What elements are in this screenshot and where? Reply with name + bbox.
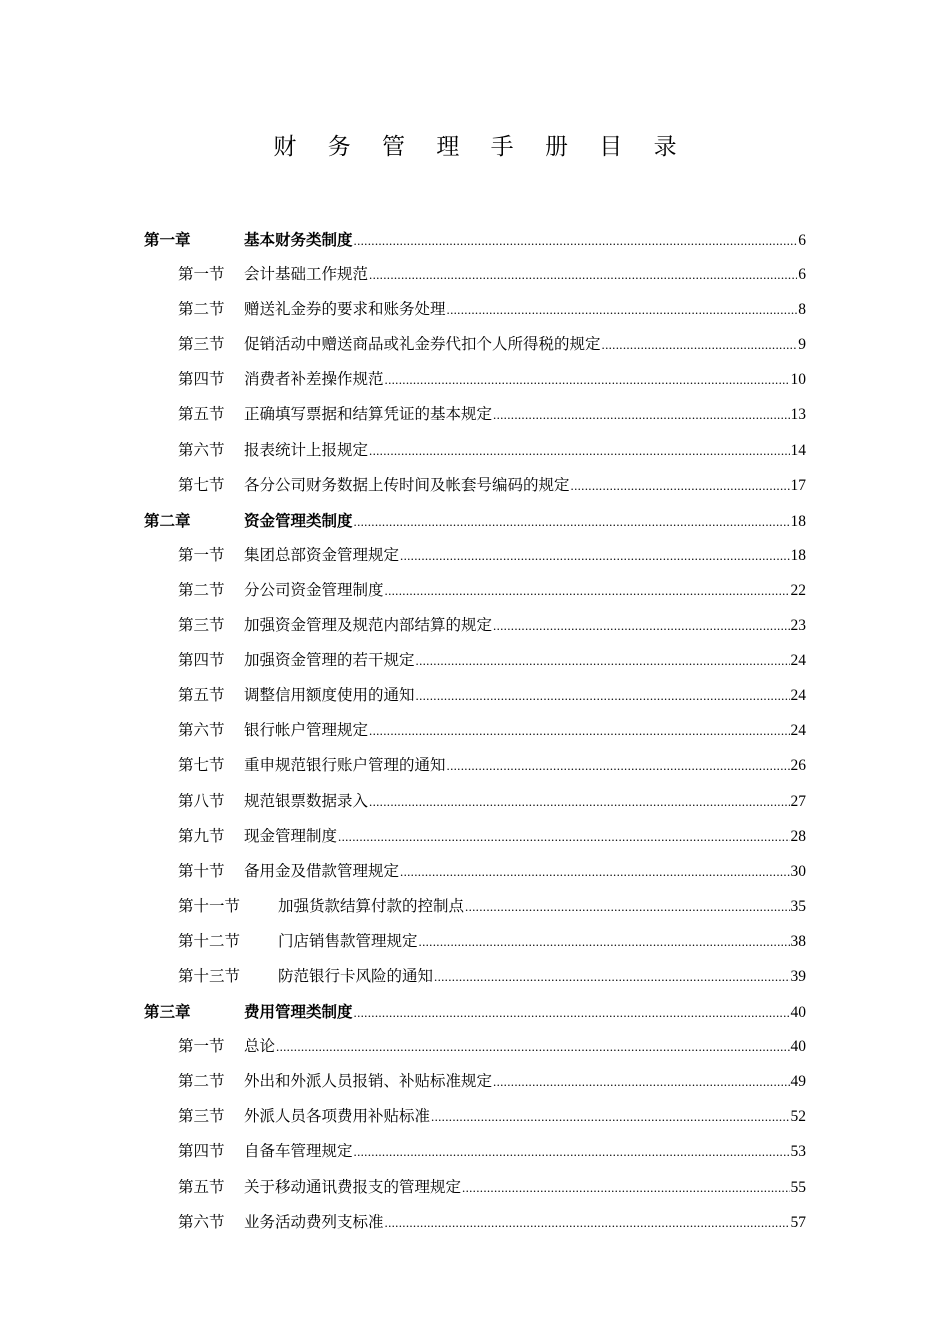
dot-leader [354, 504, 790, 539]
toc-entry-title: 外派人员各项费用补贴标准 [244, 1107, 431, 1126]
dot-leader [419, 924, 790, 959]
dot-leader [447, 748, 790, 783]
toc-entry-title: 备用金及借款管理规定 [244, 861, 400, 880]
dot-leader [385, 362, 790, 397]
dot-leader [369, 257, 797, 292]
toc-entry-title: 资金管理类制度 [244, 510, 353, 530]
toc-entry-title: 费用管理类制度 [244, 1002, 353, 1022]
toc-entry-title: 报表统计上报规定 [244, 440, 369, 459]
toc-section-entry[interactable] [0, 678, 950, 713]
toc-entry-line [244, 433, 806, 468]
toc-section-entry[interactable] [0, 1099, 950, 1134]
toc-entry-page-number: 18 [790, 512, 806, 530]
toc-entry-line [244, 643, 806, 678]
toc-entry-title: 基本财务类制度 [244, 230, 353, 249]
toc-section-entry[interactable] [0, 889, 950, 924]
toc-entry-label: 第三节 [178, 1107, 225, 1126]
toc-entry-line [244, 327, 806, 362]
dot-leader [571, 468, 790, 503]
toc-entry-page-number: 24 [790, 722, 806, 740]
toc-entry-page-number: 13 [790, 406, 806, 424]
toc-entry-page-number: 10 [790, 371, 806, 389]
toc-entry-title: 加强货款结算付款的控制点 [278, 896, 465, 915]
toc-entry-title: 银行帐户管理规定 [244, 721, 369, 740]
toc-section-entry[interactable] [0, 1029, 950, 1064]
toc-entry-title: 现金管理制度 [244, 826, 338, 845]
toc-section-entry[interactable] [0, 433, 950, 468]
toc-section-entry[interactable] [0, 713, 950, 748]
toc-entry-line [244, 257, 806, 292]
toc-entry-line [244, 222, 806, 258]
toc-entry-label: 第五节 [178, 405, 225, 424]
toc-entry-page-number: 24 [790, 652, 806, 670]
dot-leader [493, 1064, 789, 1099]
dot-leader [465, 889, 789, 924]
toc-chapter-entry[interactable] [0, 503, 950, 538]
toc-entry-line [244, 397, 806, 432]
toc-entry-line [278, 959, 806, 994]
dot-leader [369, 784, 789, 819]
page-title: 财 务 管 理 手 册 目 录 [273, 134, 689, 160]
toc-entry-label: 第一节 [178, 545, 225, 564]
toc-entry-label: 第二节 [178, 1072, 225, 1091]
toc-section-entry[interactable] [0, 854, 950, 889]
toc-section-entry[interactable] [0, 327, 950, 362]
dot-leader [493, 608, 789, 643]
toc-entry-label: 第六节 [178, 440, 225, 459]
toc-entry-label: 第七节 [178, 756, 225, 775]
toc-entry-page-number: 35 [790, 897, 806, 915]
toc-entry-title: 促销活动中赠送商品或礼金券代扣个人所得税的规定 [244, 335, 601, 354]
toc-entry-label: 第六节 [178, 1212, 225, 1231]
toc-entry-title: 外出和外派人员报销、补贴标准规定 [244, 1072, 493, 1091]
toc-entry-title: 分公司资金管理制度 [244, 580, 384, 599]
toc-entry-title: 消费者补差操作规范 [244, 370, 384, 389]
toc-entry-page-number: 24 [790, 687, 806, 705]
toc-entry-title: 关于移动通讯费报支的管理规定 [244, 1177, 462, 1196]
toc-entry-label: 第十三节 [178, 966, 241, 985]
toc-entry-label: 第三节 [178, 335, 225, 354]
toc-entry-label: 第四节 [178, 651, 225, 670]
toc-entry-line [244, 1029, 806, 1064]
toc-entry-label: 第二章 [144, 510, 191, 530]
toc-entry-line [244, 1205, 806, 1240]
toc-entry-title: 规范银票数据录入 [244, 791, 369, 810]
toc-entry-line [244, 1134, 806, 1169]
dot-leader [354, 223, 798, 258]
dot-leader [462, 1170, 789, 1205]
dot-leader [400, 538, 789, 573]
toc-entry-label: 第四节 [178, 1142, 225, 1161]
toc-entry-label: 第十节 [178, 861, 225, 880]
toc-section-entry[interactable] [0, 1064, 950, 1099]
toc-entry-page-number: 6 [798, 232, 806, 249]
toc-entry-title: 业务活动费列支标准 [244, 1212, 384, 1231]
toc-entry-line [244, 503, 806, 539]
toc-section-entry[interactable] [0, 959, 950, 994]
dot-leader [493, 397, 789, 432]
toc-entry-page-number: 26 [790, 757, 806, 775]
toc-section-entry[interactable] [0, 257, 950, 292]
dot-leader [369, 433, 789, 468]
toc-entry-line [244, 538, 806, 573]
toc-entry-label: 第三节 [178, 616, 225, 635]
toc-section-entry[interactable] [0, 1134, 950, 1169]
toc-entry-page-number: 28 [790, 827, 806, 845]
toc-entry-page-number: 8 [798, 301, 806, 319]
toc-entry-line [244, 573, 806, 608]
toc-entry-line [244, 1170, 806, 1205]
dot-leader [385, 1205, 790, 1240]
toc-section-entry[interactable] [0, 784, 950, 819]
toc-entry-line [244, 819, 806, 854]
toc-entry-line [244, 748, 806, 783]
dot-leader [354, 995, 790, 1030]
toc-entry-label: 第一节 [178, 265, 225, 284]
toc-section-entry[interactable] [0, 924, 950, 959]
toc-entry-page-number: 17 [790, 476, 806, 494]
toc-entry-page-number: 22 [790, 581, 806, 599]
toc-section-entry[interactable] [0, 468, 950, 503]
toc-entry-title: 调整信用额度使用的通知 [244, 686, 415, 705]
toc-entry-label: 第十二节 [178, 931, 241, 950]
dot-leader [447, 292, 798, 327]
dot-leader [385, 573, 790, 608]
toc-entry-label: 第一章 [144, 230, 191, 249]
toc-entry-line [244, 468, 806, 503]
dot-leader [338, 819, 789, 854]
table-of-contents [0, 222, 950, 1240]
toc-section-entry[interactable] [0, 538, 950, 573]
dot-leader [354, 1134, 790, 1169]
toc-section-entry[interactable] [0, 643, 950, 678]
toc-entry-page-number: 52 [790, 1108, 806, 1126]
toc-entry-line [244, 362, 806, 397]
toc-entry-title: 加强资金管理及规范内部结算的规定 [244, 616, 493, 635]
toc-entry-page-number: 39 [790, 967, 806, 985]
dot-leader [276, 1029, 789, 1064]
toc-entry-page-number: 40 [790, 1004, 806, 1022]
toc-entry-label: 第五节 [178, 686, 225, 705]
toc-entry-page-number: 40 [790, 1038, 806, 1056]
toc-entry-title: 各分公司财务数据上传时间及帐套号编码的规定 [244, 475, 570, 494]
toc-entry-line [244, 1064, 806, 1099]
toc-entry-line [244, 292, 806, 327]
dot-leader [400, 854, 789, 889]
toc-entry-label: 第一节 [178, 1037, 225, 1056]
toc-entry-label: 第五节 [178, 1177, 225, 1196]
toc-chapter-entry[interactable] [0, 994, 950, 1029]
toc-entry-title: 集团总部资金管理规定 [244, 545, 400, 564]
toc-entry-line [244, 678, 806, 713]
toc-section-entry[interactable] [0, 362, 950, 397]
toc-entry-page-number: 6 [798, 266, 806, 284]
toc-entry-page-number: 38 [790, 932, 806, 950]
toc-section-entry[interactable] [0, 608, 950, 643]
toc-section-entry[interactable] [0, 819, 950, 854]
dot-leader [602, 327, 798, 362]
toc-section-entry[interactable] [0, 397, 950, 432]
toc-section-entry[interactable] [0, 748, 950, 783]
toc-entry-label: 第九节 [178, 826, 225, 845]
toc-entry-title: 自备车管理规定 [244, 1142, 353, 1161]
toc-entry-title: 会计基础工作规范 [244, 265, 369, 284]
toc-entry-title: 总论 [244, 1037, 276, 1056]
toc-entry-page-number: 55 [790, 1178, 806, 1196]
toc-entry-label: 第十一节 [178, 896, 241, 915]
toc-entry-title: 加强资金管理的若干规定 [244, 651, 415, 670]
toc-entry-page-number: 18 [790, 546, 806, 564]
toc-chapter-entry[interactable] [0, 222, 950, 257]
dot-leader [416, 643, 790, 678]
toc-entry-label: 第八节 [178, 791, 225, 810]
dot-leader [369, 713, 789, 748]
dot-leader [431, 1099, 789, 1134]
toc-entry-line [244, 994, 806, 1030]
toc-entry-title: 防范银行卡风险的通知 [278, 966, 434, 985]
toc-entry-line [278, 924, 806, 959]
toc-entry-label: 第二节 [178, 300, 225, 319]
toc-entry-page-number: 57 [790, 1213, 806, 1231]
toc-entry-page-number: 49 [790, 1073, 806, 1091]
toc-entry-page-number: 23 [790, 617, 806, 635]
toc-entry-line [244, 1099, 806, 1134]
toc-entry-line [244, 784, 806, 819]
toc-section-entry[interactable] [0, 292, 950, 327]
toc-entry-line [244, 713, 806, 748]
toc-entry-label: 第二节 [178, 580, 225, 599]
toc-section-entry[interactable] [0, 1170, 950, 1205]
dot-leader [434, 959, 789, 994]
toc-entry-title: 重申规范银行账户管理的通知 [244, 756, 446, 775]
toc-entry-line [244, 608, 806, 643]
toc-entry-title: 门店销售款管理规定 [278, 931, 418, 950]
toc-entry-page-number: 14 [790, 441, 806, 459]
toc-section-entry[interactable] [0, 1205, 950, 1240]
toc-section-entry[interactable] [0, 573, 950, 608]
toc-entry-label: 第四节 [178, 370, 225, 389]
dot-leader [416, 678, 790, 713]
toc-entry-page-number: 30 [790, 862, 806, 880]
toc-entry-page-number: 53 [790, 1143, 806, 1161]
toc-entry-label: 第六节 [178, 721, 225, 740]
toc-entry-label: 第七节 [178, 475, 225, 494]
toc-entry-label: 第三章 [144, 1002, 191, 1022]
toc-entry-title: 赠送礼金券的要求和账务处理 [244, 300, 446, 319]
toc-entry-line [244, 854, 806, 889]
toc-entry-line [278, 889, 806, 924]
toc-entry-page-number: 9 [798, 336, 806, 354]
toc-entry-page-number: 27 [790, 792, 806, 810]
toc-entry-title: 正确填写票据和结算凭证的基本规定 [244, 405, 493, 424]
